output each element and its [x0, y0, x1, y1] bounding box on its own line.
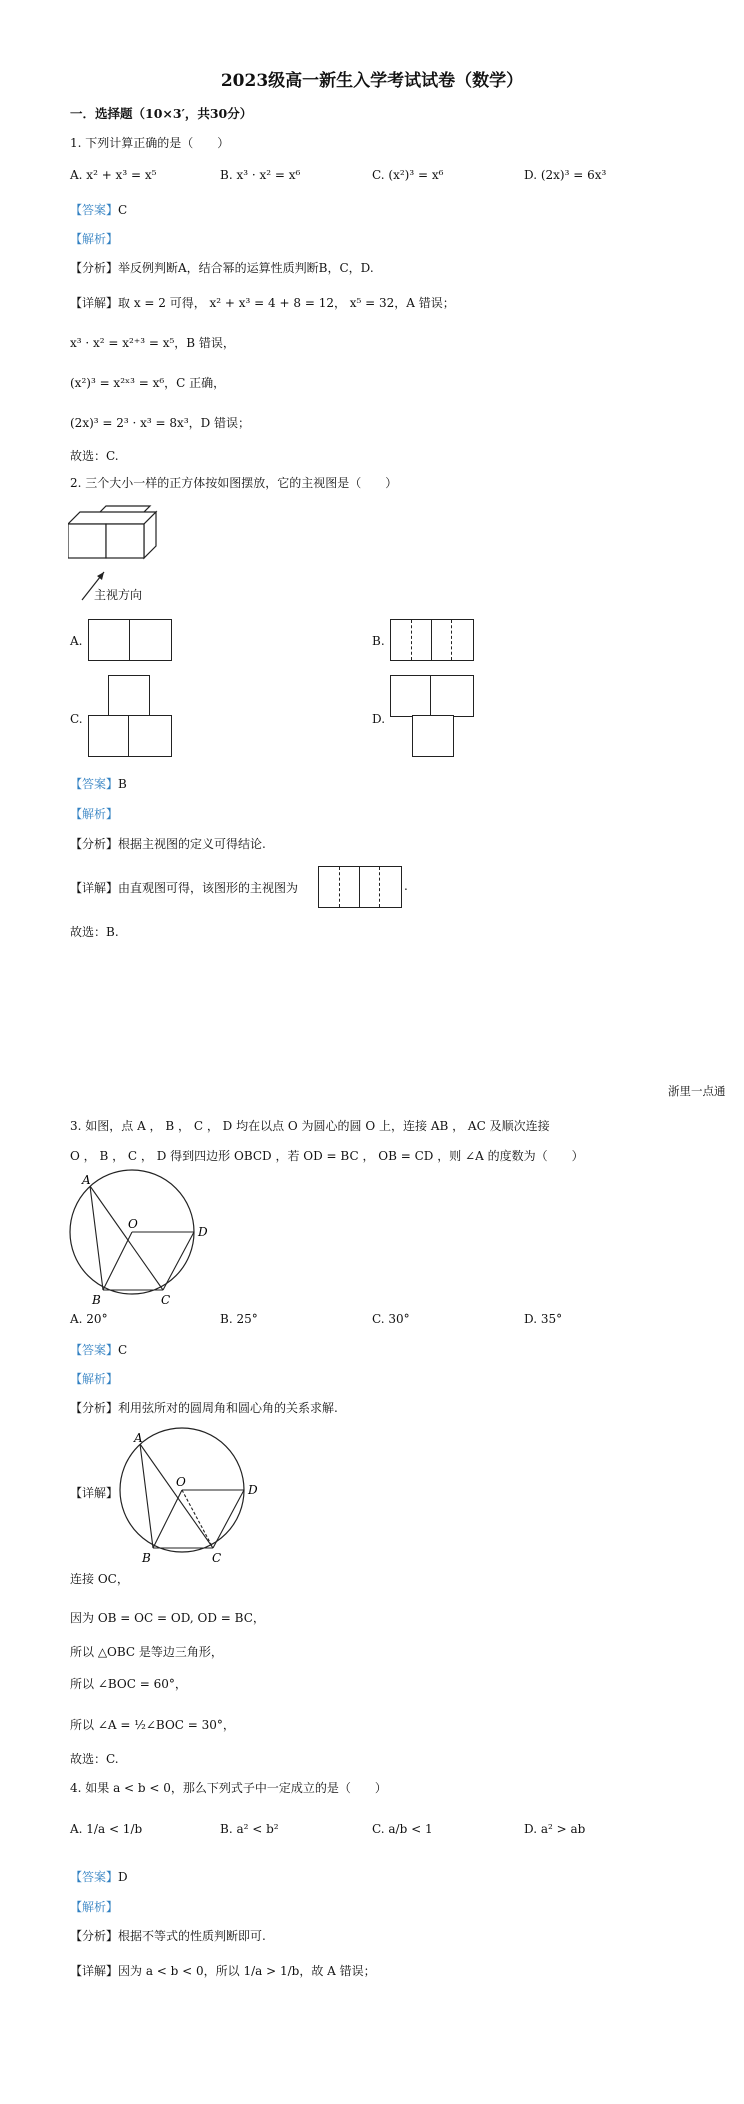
- answer-value: C: [118, 1343, 128, 1357]
- q3-stem-line2: O ， B ， C ， D 得到四边形 OBCD ，若 OD = BC ， OB = CD ，则 ∠A 的度数为（ ）: [70, 1149, 584, 1163]
- q4-option-b: B. a² < b²: [220, 1822, 279, 1836]
- q2-stem: 2. 三个大小一样的正方体按如图摆放，它的主视图是（ ）: [70, 476, 398, 490]
- q1-detail-line: (2x)³ = 2³ · x³ = 8x³，D 错误；: [70, 416, 251, 430]
- answer-label: 【答案】: [70, 1343, 119, 1357]
- q3-detail-line: 所以 ∠A = ½∠BOC = 30°，: [70, 1718, 235, 1732]
- q4-detail: 【详解】因为 a < b < 0，所以 1/a > 1/b，故 A 错误；: [70, 1964, 376, 1978]
- q3-answer: [70, 1341, 127, 1358]
- q1-answer: [70, 201, 127, 218]
- q1-detail-line: x³ · x² = x²⁺³ = x⁵，B 错误，: [70, 336, 235, 350]
- point-label-c: C: [212, 1551, 222, 1564]
- q1-stem: 1. 下列计算正确的是（ ）: [70, 136, 230, 150]
- q2-answer: [70, 775, 127, 792]
- q2-option-d-figure: [390, 675, 474, 757]
- q3-option-a: A. 20°: [70, 1312, 108, 1326]
- point-label-c: C: [161, 1293, 171, 1307]
- q3-option-c: C. 30°: [372, 1312, 410, 1326]
- q3-detail-line: 所以 ∠BOC = 60°，: [70, 1677, 187, 1691]
- q1-option-a: A. x² + x³ = x⁵: [70, 168, 157, 182]
- q1-option-c: C. (x²)³ = x⁶: [372, 168, 444, 182]
- q3-circle-figure: [64, 1168, 224, 1308]
- q4-answer: [70, 1868, 128, 1885]
- q1-jiexi: 【解析】: [70, 232, 119, 246]
- answer-label: 【答案】: [70, 1870, 119, 1884]
- q4-jiexi: 【解析】: [70, 1900, 119, 1914]
- q4-option-d: D. a² > ab: [524, 1822, 586, 1836]
- point-label-d: D: [198, 1225, 208, 1239]
- q2-option-c-figure: [88, 675, 172, 757]
- point-label-b: B: [142, 1551, 151, 1564]
- q3-jiexi: 【解析】: [70, 1372, 119, 1386]
- q1-option-d: D. (2x)³ = 6x³: [524, 168, 607, 182]
- q3-option-d: D. 35°: [524, 1312, 563, 1326]
- q4-fenxi: 【分析】根据不等式的性质判断即可.: [70, 1929, 266, 1943]
- q2-detail: 【详解】由直观图可得，该图形的主视图为: [70, 881, 299, 895]
- q3-detail-line: 连接 OC，: [70, 1572, 129, 1586]
- q2-option-a-figure: [88, 619, 172, 661]
- q3-detail-figure: [114, 1424, 274, 1564]
- q2-option-b-letter: B.: [372, 634, 385, 648]
- q1-detail-line: (x²)³ = x²ˣ³ = x⁶，C 正确，: [70, 376, 226, 390]
- page-title: 2023级高一新生入学考试试卷（数学）: [220, 71, 524, 91]
- q1-conclusion: 故选：C.: [70, 449, 119, 463]
- watermark-text: 浙里一点通: [668, 1084, 726, 1098]
- answer-value: C: [118, 203, 128, 217]
- point-label-o: O: [128, 1217, 138, 1231]
- answer-label: 【答案】: [70, 777, 119, 791]
- q1-detail-line: 【详解】取 x = 2 可得， x² + x³ = 4 + 8 = 12， x⁵ = 32，A 错误；: [70, 296, 455, 310]
- point-label-d: D: [248, 1483, 258, 1497]
- q2-fenxi: 【分析】根据主视图的定义可得结论.: [70, 837, 266, 851]
- q4-option-a: A. 1/a < 1/b: [70, 1822, 143, 1836]
- q2-option-c-letter: C.: [70, 712, 83, 726]
- answer-label: 【答案】: [70, 203, 119, 217]
- section-heading: 一．选择题（10×3′，共30分）: [70, 106, 253, 121]
- q4-stem: 4. 如果 a < b < 0，那么下列式子中一定成立的是（ ）: [70, 1781, 387, 1795]
- q2-option-d-letter: D.: [372, 712, 386, 726]
- q3-conclusion: 故选：C.: [70, 1752, 119, 1766]
- q3-detail-line: 因为 OB = OC = OD, OD = BC，: [70, 1611, 265, 1625]
- q1-fenxi: 【分析】举反例判断A，结合幂的运算性质判断B，C，D.: [70, 261, 374, 275]
- q3-stem-line1: 3. 如图，点 A ， B ， C ， D 均在以点 O 为圆心的圆 O 上，连接 AB ， AC 及顺次连接: [70, 1119, 550, 1133]
- view-direction-label: 主视方向: [94, 588, 143, 602]
- answer-value: B: [118, 777, 127, 791]
- answer-value: D: [118, 1870, 128, 1884]
- q4-option-c: C. a/b < 1: [372, 1822, 433, 1836]
- q2-option-b-figure: [390, 619, 474, 661]
- q3-detail-line: 所以 △OBC 是等边三角形，: [70, 1645, 223, 1659]
- point-label-o: O: [176, 1475, 186, 1489]
- point-label-b: B: [92, 1293, 101, 1307]
- q3-option-b: B. 25°: [220, 1312, 258, 1326]
- q1-option-b: B. x³ · x² = x⁶: [220, 168, 301, 182]
- q2-detail-end: .: [404, 879, 408, 893]
- q2-jiexi: 【解析】: [70, 807, 119, 821]
- point-label-a: A: [82, 1173, 91, 1187]
- cubes-figure: [68, 502, 168, 562]
- point-label-a: A: [134, 1431, 143, 1445]
- q3-detail-label: 【详解】: [70, 1486, 119, 1500]
- q2-conclusion: 故选：B.: [70, 925, 119, 939]
- q3-fenxi: 【分析】利用弦所对的圆周角和圆心角的关系求解.: [70, 1401, 338, 1415]
- q2-detail-figure: [318, 866, 402, 908]
- q2-option-a-letter: A.: [70, 634, 83, 648]
